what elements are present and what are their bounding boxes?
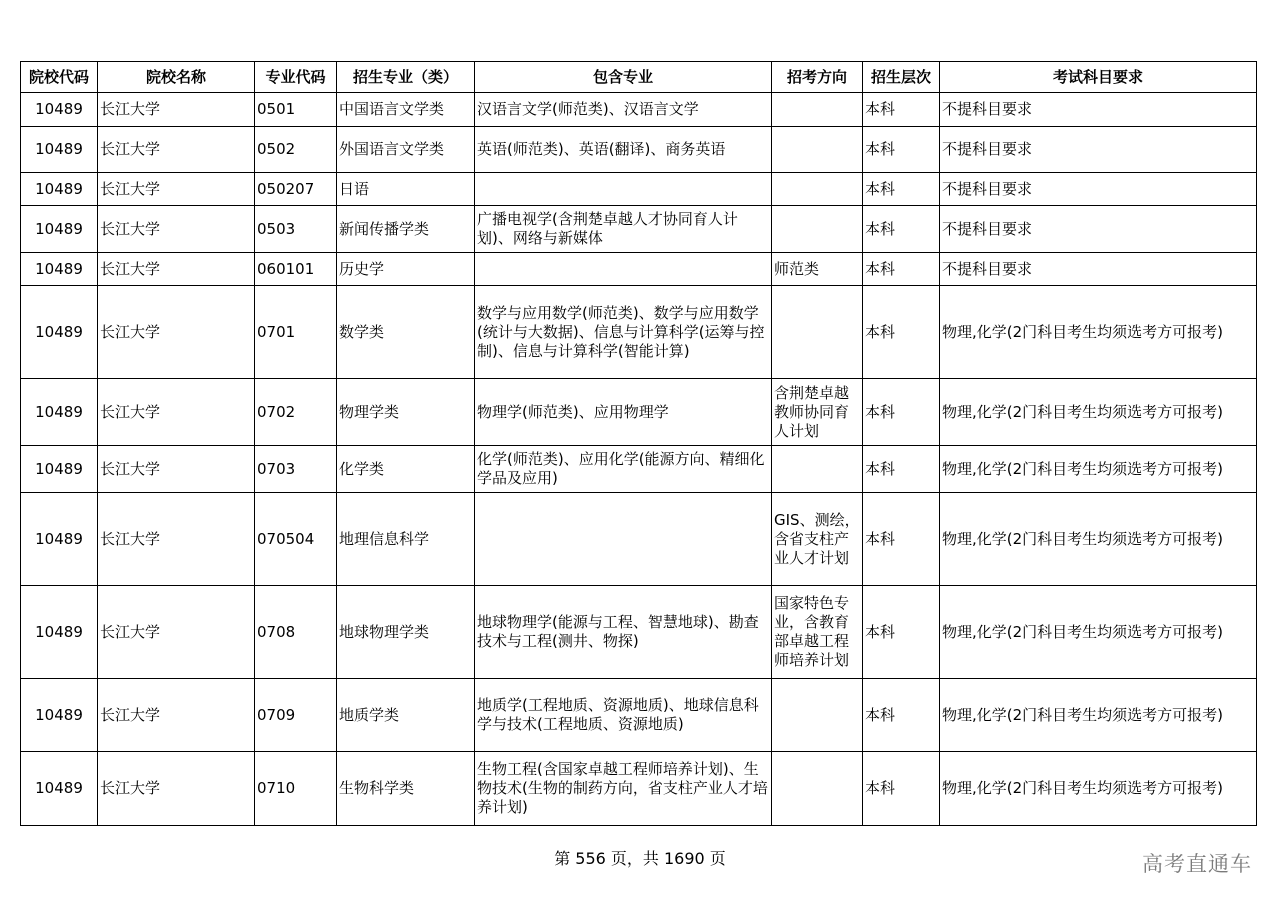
cell-level: 本科 — [863, 446, 940, 493]
cell-subject-requirements: 物理,化学(2门科目考生均须选考方可报考) — [940, 679, 1257, 752]
cell-major-category: 生物科学类 — [337, 752, 475, 826]
enrollment-table — [20, 61, 1257, 826]
cell-included-majors — [475, 493, 772, 586]
cell-subject-requirements: 不提科目要求 — [940, 127, 1257, 173]
header-school-name: 院校名称 — [98, 62, 255, 93]
cell-school-name: 长江大学 — [98, 752, 255, 826]
cell-major-code: 0501 — [255, 93, 337, 127]
cell-level: 本科 — [863, 206, 940, 253]
cell-major-category: 化学类 — [337, 446, 475, 493]
cell-included-majors: 地质学(工程地质、资源地质)、地球信息科学与技术(工程地质、资源地质) — [475, 679, 772, 752]
cell-school-name: 长江大学 — [98, 679, 255, 752]
cell-school-name: 长江大学 — [98, 253, 255, 286]
cell-school-code: 10489 — [21, 93, 98, 127]
table-row — [21, 206, 1257, 253]
cell-major-code: 060101 — [255, 253, 337, 286]
table-row — [21, 173, 1257, 206]
header-row — [21, 62, 1257, 93]
cell-school-name: 长江大学 — [98, 127, 255, 173]
cell-level: 本科 — [863, 286, 940, 379]
header-major-code: 专业代码 — [255, 62, 337, 93]
cell-major-category: 日语 — [337, 173, 475, 206]
cell-school-code: 10489 — [21, 127, 98, 173]
cell-school-name: 长江大学 — [98, 206, 255, 253]
cell-school-code: 10489 — [21, 493, 98, 586]
cell-direction — [772, 446, 863, 493]
cell-major-category: 数学类 — [337, 286, 475, 379]
cell-major-category: 外国语言文学类 — [337, 127, 475, 173]
cell-major-category: 物理学类 — [337, 379, 475, 446]
table-row — [21, 493, 1257, 586]
cell-level: 本科 — [863, 679, 940, 752]
cell-included-majors — [475, 173, 772, 206]
cell-included-majors: 广播电视学(含荆楚卓越人才协同育人计划)、网络与新媒体 — [475, 206, 772, 253]
cell-major-code: 0701 — [255, 286, 337, 379]
cell-direction — [772, 679, 863, 752]
cell-major-category: 新闻传播学类 — [337, 206, 475, 253]
header-subject-requirements: 考试科目要求 — [940, 62, 1257, 93]
cell-school-code: 10489 — [21, 752, 98, 826]
cell-major-category: 中国语言文学类 — [337, 93, 475, 127]
table-row — [21, 253, 1257, 286]
cell-school-code: 10489 — [21, 173, 98, 206]
cell-included-majors: 物理学(师范类)、应用物理学 — [475, 379, 772, 446]
table-row — [21, 93, 1257, 127]
cell-subject-requirements: 物理,化学(2门科目考生均须选考方可报考) — [940, 586, 1257, 679]
cell-school-name: 长江大学 — [98, 586, 255, 679]
table-row — [21, 586, 1257, 679]
cell-major-category: 地质学类 — [337, 679, 475, 752]
cell-major-code: 0702 — [255, 379, 337, 446]
cell-level: 本科 — [863, 93, 940, 127]
cell-level: 本科 — [863, 379, 940, 446]
cell-subject-requirements: 物理,化学(2门科目考生均须选考方可报考) — [940, 752, 1257, 826]
cell-included-majors: 生物工程(含国家卓越工程师培养计划)、生物技术(生物的制药方向，省支柱产业人才培养计划) — [475, 752, 772, 826]
cell-direction: 含荆楚卓越教师协同育人计划 — [772, 379, 863, 446]
cell-direction — [772, 752, 863, 826]
cell-major-category: 历史学 — [337, 253, 475, 286]
cell-included-majors: 英语(师范类)、英语(翻译)、商务英语 — [475, 127, 772, 173]
cell-major-category: 地理信息科学 — [337, 493, 475, 586]
cell-school-code: 10489 — [21, 379, 98, 446]
cell-subject-requirements: 不提科目要求 — [940, 206, 1257, 253]
cell-subject-requirements: 不提科目要求 — [940, 253, 1257, 286]
cell-direction — [772, 173, 863, 206]
cell-school-code: 10489 — [21, 446, 98, 493]
cell-level: 本科 — [863, 752, 940, 826]
cell-major-code: 0703 — [255, 446, 337, 493]
page-number: 第 556 页，共 1690 页 — [554, 849, 726, 868]
table-row — [21, 379, 1257, 446]
header-direction: 招考方向 — [772, 62, 863, 93]
cell-included-majors: 数学与应用数学(师范类)、数学与应用数学(统计与大数据)、信息与计算科学(运筹与控制)、信息与计算科学(智能计算) — [475, 286, 772, 379]
cell-major-code: 0502 — [255, 127, 337, 173]
table-row — [21, 679, 1257, 752]
header-major-category: 招生专业（类） — [337, 62, 475, 93]
cell-school-code: 10489 — [21, 286, 98, 379]
cell-major-code: 0708 — [255, 586, 337, 679]
cell-school-code: 10489 — [21, 586, 98, 679]
cell-subject-requirements: 不提科目要求 — [940, 173, 1257, 206]
header-level: 招生层次 — [863, 62, 940, 93]
table-row — [21, 752, 1257, 826]
header-included-majors: 包含专业 — [475, 62, 772, 93]
cell-subject-requirements: 物理,化学(2门科目考生均须选考方可报考) — [940, 493, 1257, 586]
cell-major-category: 地球物理学类 — [337, 586, 475, 679]
header-school-code: 院校代码 — [21, 62, 98, 93]
table-body — [21, 93, 1257, 826]
cell-school-name: 长江大学 — [98, 446, 255, 493]
cell-direction — [772, 93, 863, 127]
cell-included-majors — [475, 253, 772, 286]
cell-direction: 师范类 — [772, 253, 863, 286]
cell-included-majors: 地球物理学(能源与工程、智慧地球)、勘查技术与工程(测井、物探) — [475, 586, 772, 679]
cell-school-code: 10489 — [21, 253, 98, 286]
cell-direction — [772, 127, 863, 173]
cell-school-name: 长江大学 — [98, 493, 255, 586]
cell-direction — [772, 286, 863, 379]
cell-subject-requirements: 不提科目要求 — [940, 93, 1257, 127]
cell-subject-requirements: 物理,化学(2门科目考生均须选考方可报考) — [940, 379, 1257, 446]
cell-subject-requirements: 物理,化学(2门科目考生均须选考方可报考) — [940, 446, 1257, 493]
cell-level: 本科 — [863, 586, 940, 679]
cell-level: 本科 — [863, 127, 940, 173]
table-row — [21, 127, 1257, 173]
cell-direction — [772, 206, 863, 253]
cell-major-code: 0710 — [255, 752, 337, 826]
cell-major-code: 0709 — [255, 679, 337, 752]
watermark-text: 高考直通车 — [1142, 852, 1252, 876]
table-row — [21, 446, 1257, 493]
cell-school-code: 10489 — [21, 679, 98, 752]
cell-major-code: 0503 — [255, 206, 337, 253]
cell-school-name: 长江大学 — [98, 286, 255, 379]
cell-school-name: 长江大学 — [98, 93, 255, 127]
cell-major-code: 070504 — [255, 493, 337, 586]
cell-subject-requirements: 物理,化学(2门科目考生均须选考方可报考) — [940, 286, 1257, 379]
cell-direction: 国家特色专业，含教育部卓越工程师培养计划 — [772, 586, 863, 679]
cell-included-majors: 化学(师范类)、应用化学(能源方向、精细化学品及应用) — [475, 446, 772, 493]
cell-level: 本科 — [863, 253, 940, 286]
cell-direction: GIS、测绘，含省支柱产业人才计划 — [772, 493, 863, 586]
cell-school-code: 10489 — [21, 206, 98, 253]
cell-school-name: 长江大学 — [98, 173, 255, 206]
table-row — [21, 286, 1257, 379]
cell-school-name: 长江大学 — [98, 379, 255, 446]
cell-major-code: 050207 — [255, 173, 337, 206]
cell-included-majors: 汉语言文学(师范类)、汉语言文学 — [475, 93, 772, 127]
cell-level: 本科 — [863, 173, 940, 206]
cell-level: 本科 — [863, 493, 940, 586]
